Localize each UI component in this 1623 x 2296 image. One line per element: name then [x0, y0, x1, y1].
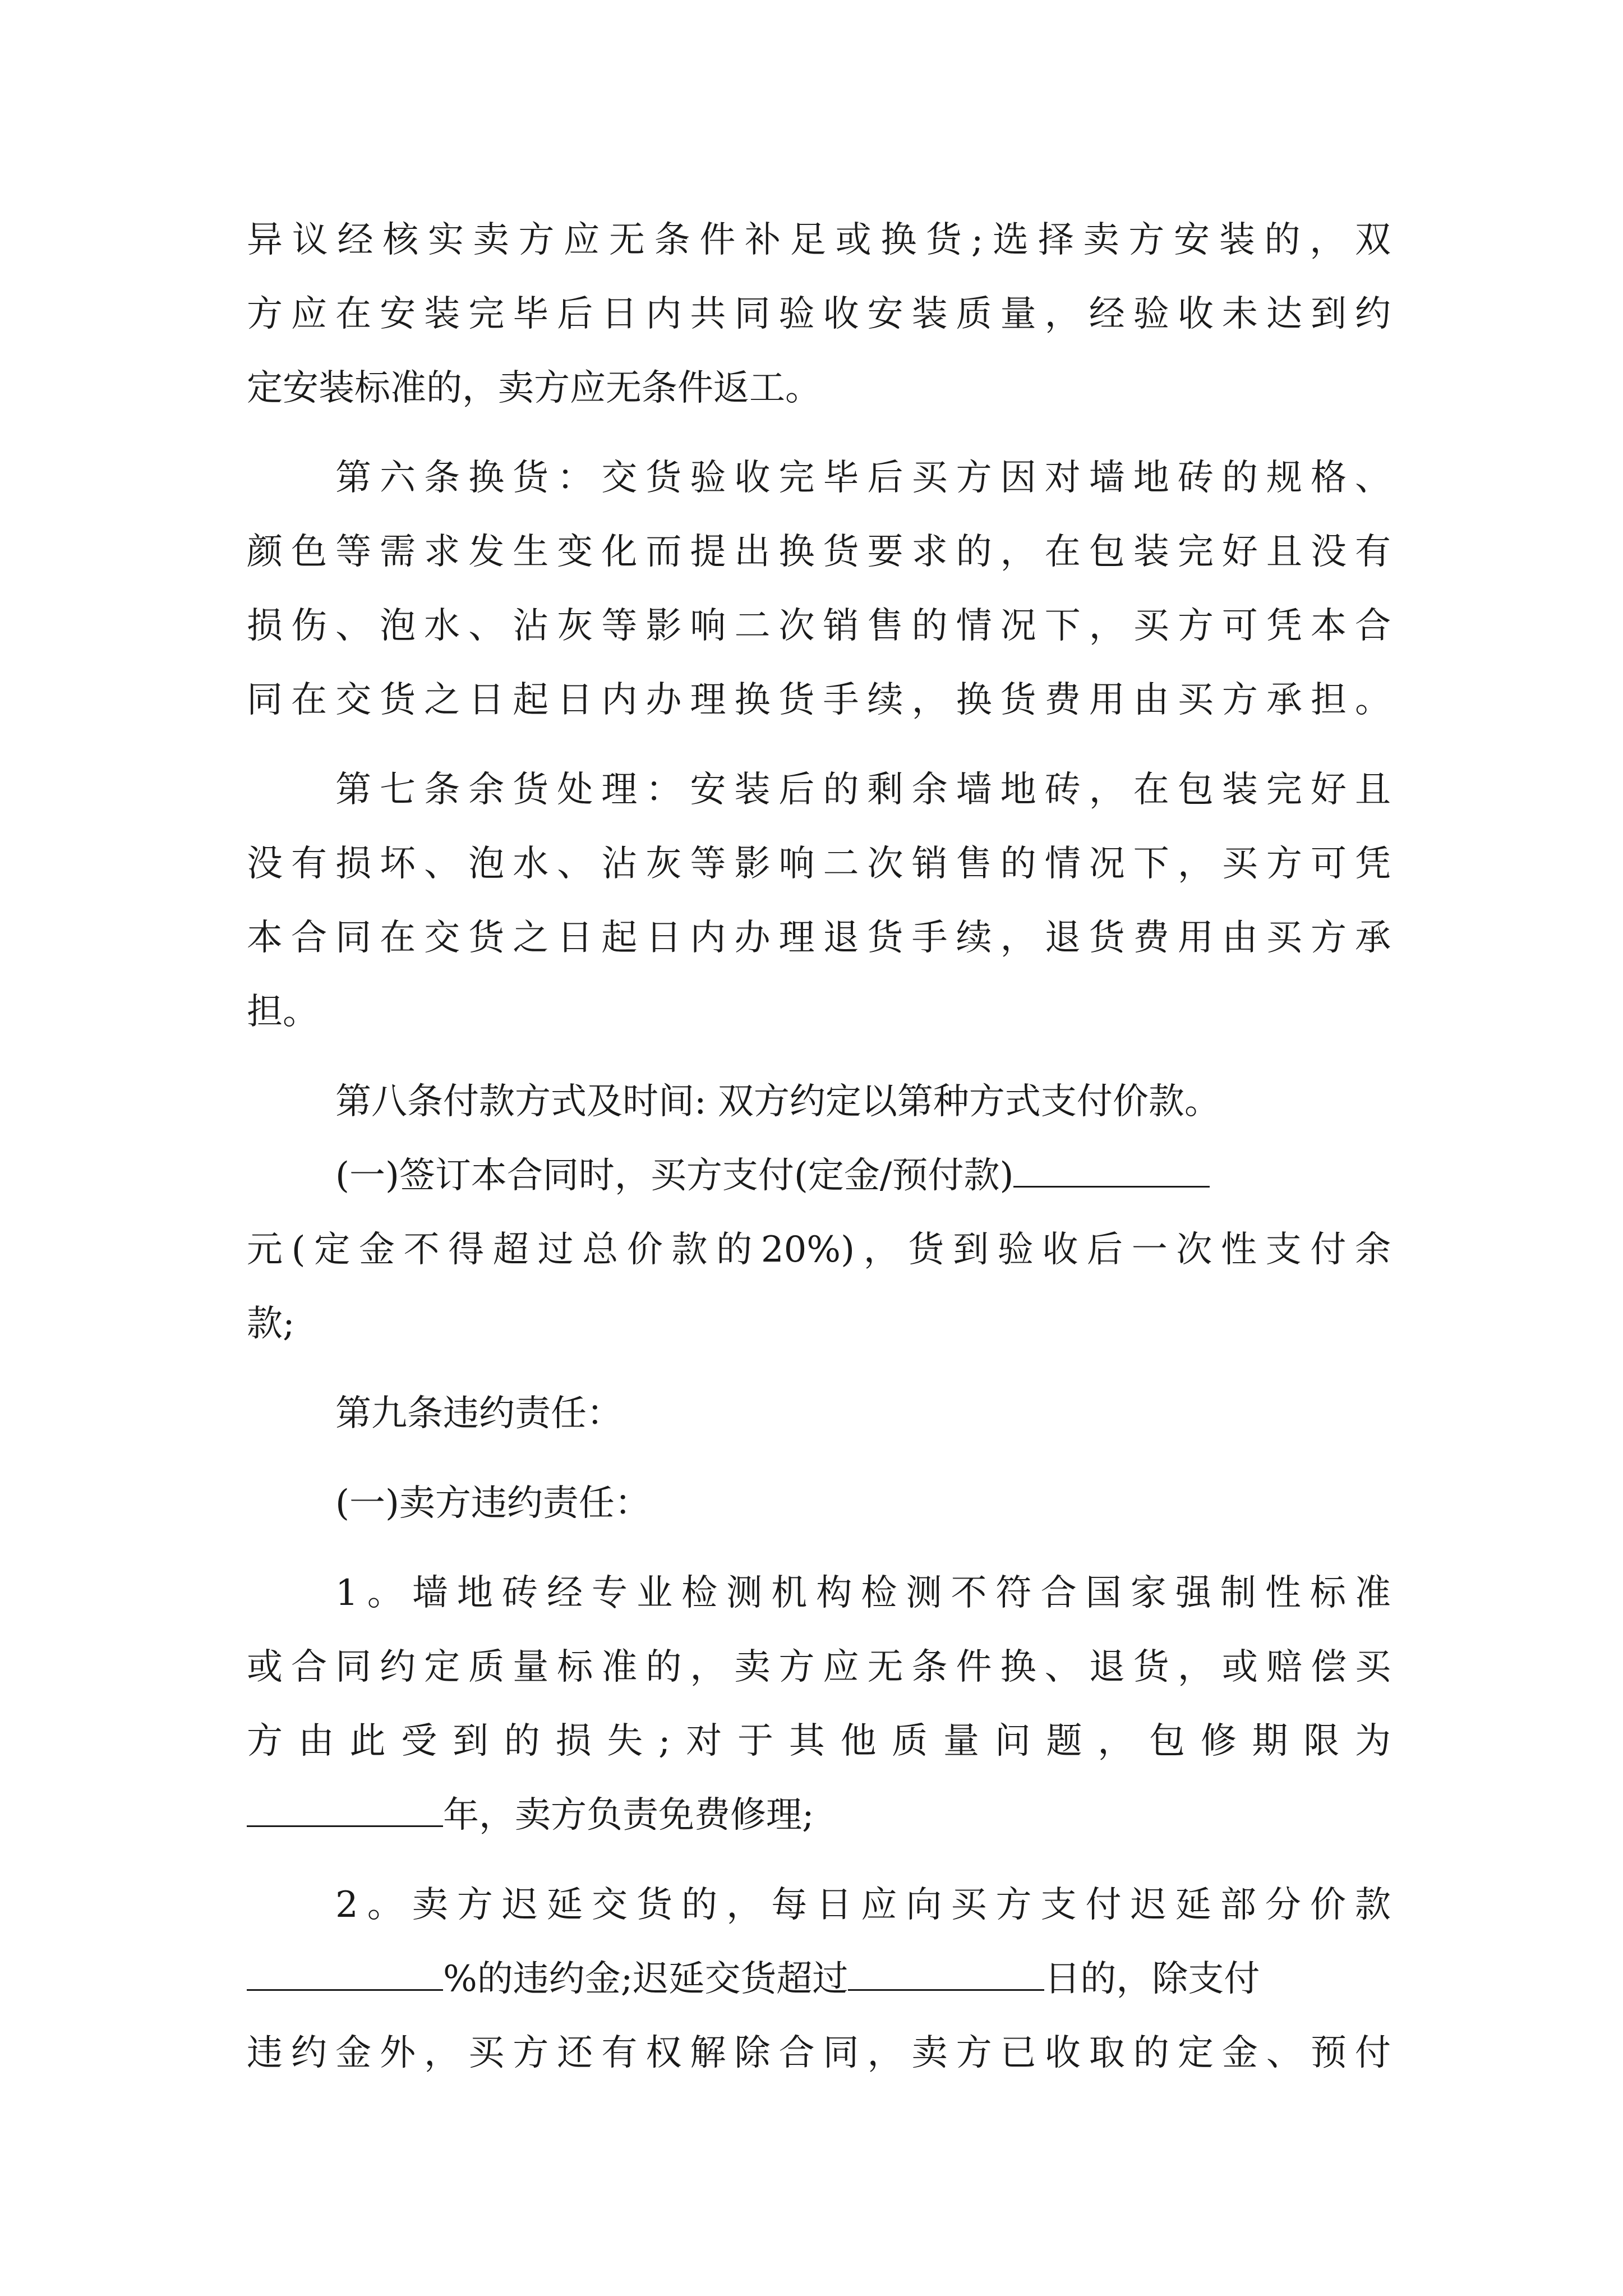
- text-line: 定安装标准的，卖方应无条件返工。: [247, 367, 821, 409]
- text-line: 违约金外，买方还有权解除合同，卖方已收取的定金、预付: [247, 2032, 1391, 2074]
- text-line: 没有损坏、泡水、沾灰等影响二次销售的情况下，买方可凭: [247, 843, 1391, 885]
- penalty-text-a: %的违约金;迟延交货超过: [443, 1958, 849, 2000]
- text-line: 款;: [247, 1303, 295, 1345]
- article-6-heading-line: 第六条换货：交货验收完毕后买方因对墙地砖的规格、: [335, 457, 1391, 499]
- blank-fill-line: [247, 1793, 443, 1827]
- payment-clause-line: [247, 1139, 1391, 1213]
- text-line: 1。墙地砖经专业检测机构检测不符合国家强制性标准: [335, 1572, 1391, 1614]
- article-8-heading-line: 第八条付款方式及时间: 双方约定以第种方式支付价款。: [335, 1081, 1220, 1122]
- warranty-text: 年，卖方负责免费修理;: [443, 1795, 814, 1836]
- blank-fill-line: [1013, 1153, 1210, 1188]
- article-7-heading-line: 第七条余货处理：安装后的剩余墙地砖，在包装完好且: [335, 769, 1391, 811]
- text-line: 同在交货之日起日内办理换货手续，换货费用由买方承担。: [247, 679, 1391, 721]
- warranty-line: [247, 1778, 1391, 1852]
- payment-clause-text: (一)签订本合同时，买方支付(定金/预付款): [335, 1155, 1014, 1197]
- blank-fill-line: [848, 1957, 1044, 1991]
- penalty-line: [247, 1942, 1391, 2016]
- text-line: 异议经核实卖方应无条件补足或换货;选择卖方安装的，双: [247, 219, 1391, 261]
- text-line: 元(定金不得超过总价款的20%)，货到验收后一次性支付余: [247, 1229, 1391, 1271]
- text-line: 颜色等需求发生变化而提出换货要求的，在包装完好且没有: [247, 531, 1391, 573]
- text-line: 方由此受到的损失;对于其他质量问题，包修期限为: [247, 1720, 1391, 1762]
- text-line: 或合同约定质量标准的，卖方应无条件换、退货，或赔偿买: [247, 1646, 1391, 1688]
- text-line: 本合同在交货之日起日内办理退货手续，退货费用由买方承: [247, 917, 1391, 959]
- penalty-text-b: 日的，除支付: [1044, 1958, 1260, 2000]
- text-line: 方应在安装完毕后日内共同验收安装质量，经验收未达到约: [247, 293, 1391, 335]
- blank-fill-line: [247, 1957, 443, 1991]
- text-line: 损伤、泡水、沾灰等影响二次销售的情况下，买方可凭本合: [247, 605, 1391, 647]
- text-line: 担。: [247, 991, 319, 1033]
- subsection-heading-line: (一)卖方违约责任：: [335, 1483, 651, 1524]
- contract-body: [247, 203, 1391, 2090]
- text-line: 2。卖方迟延交货的，每日应向买方支付迟延部分价款: [335, 1884, 1391, 1926]
- article-9-heading-line: 第九条违约责任：: [335, 1393, 623, 1434]
